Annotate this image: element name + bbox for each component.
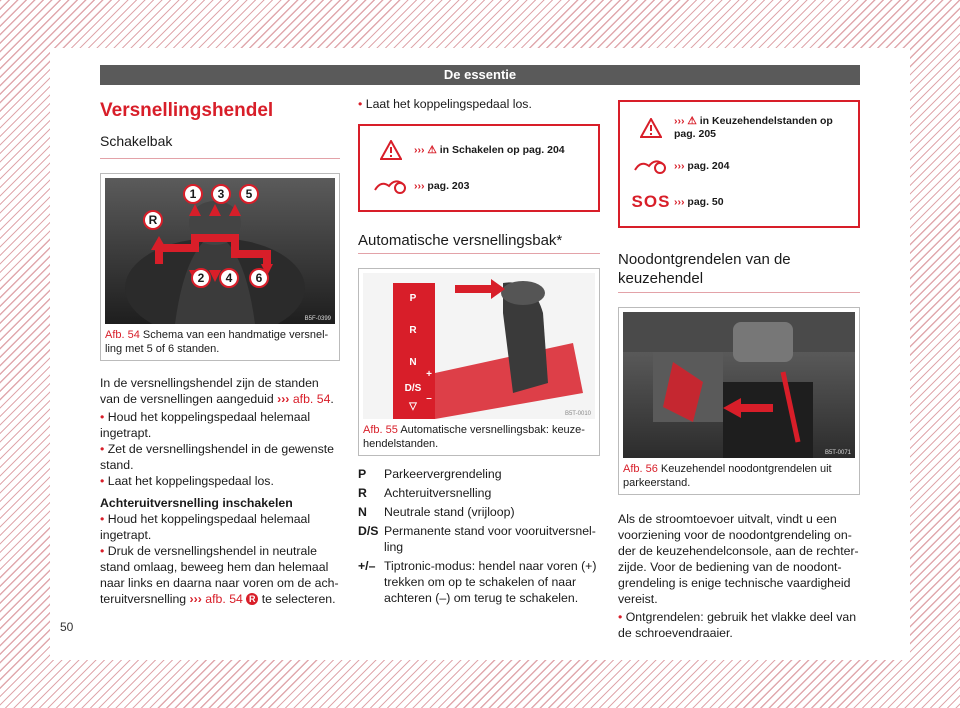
figure-56 bbox=[618, 307, 860, 495]
minus-label: – bbox=[426, 393, 432, 404]
figure-caption bbox=[363, 423, 595, 451]
reverse-link[interactable]: afb. 54 bbox=[205, 592, 243, 606]
selector-image bbox=[363, 273, 595, 419]
warning-row: ››› ⚠ in Keuzehendelstanden op pag. 205 bbox=[628, 108, 850, 148]
gear-label: 2 bbox=[197, 271, 205, 285]
gate-label: ▽ bbox=[409, 401, 417, 412]
caption-text: Automatische versnellingsbak: keuzehendelstanden. bbox=[363, 424, 585, 450]
gearshift-illustration bbox=[105, 178, 335, 324]
gearshift-image bbox=[105, 178, 335, 324]
list-item: • Zet de versnellingshendel in de gewenste stand. bbox=[100, 442, 335, 472]
intro-link[interactable]: afb. 54 bbox=[292, 392, 331, 406]
list-item: R Achteruitversnelling bbox=[358, 486, 492, 500]
emergency-release-illustration bbox=[623, 312, 855, 458]
list-item: +/– Tiptronic-modus: hendel naar voren (+) trekken om op te schakelen of naar achteren (–) om terug te schakelen. bbox=[358, 559, 597, 605]
warning-text: in Keuzehendelstanden op pag. 205 bbox=[674, 115, 833, 140]
gate-label: N bbox=[409, 357, 417, 368]
warning-triangle-icon bbox=[628, 118, 674, 138]
figure-code: B5T-0071 bbox=[824, 450, 851, 456]
warning-box bbox=[358, 124, 600, 212]
list-item: • Laat het koppelingspedaal los. bbox=[358, 97, 532, 111]
section-title: Versnellingshendel bbox=[100, 100, 274, 121]
gear-label: 6 bbox=[255, 271, 263, 285]
warning-box bbox=[618, 100, 860, 228]
gate-label: D/S bbox=[404, 383, 422, 394]
caption-ref: Afb. 55 bbox=[363, 424, 398, 436]
figure-caption bbox=[105, 328, 335, 356]
column-emergency bbox=[618, 92, 860, 641]
intro-text: In de versnellingshendel zijn de standen van de versnellingen aangeduid bbox=[100, 376, 319, 406]
bullet-list-1 bbox=[100, 409, 340, 489]
page-number: 50 bbox=[60, 620, 74, 634]
warning-triangle-icon bbox=[368, 140, 414, 160]
caption-text: Schema van een handmatige versnelling met 5 of 6 standen. bbox=[105, 329, 329, 355]
reverse-heading: Achteruitversnelling inschakelen bbox=[100, 496, 293, 510]
warning-row: ››› ⚠ in Schakelen op pag. 204 bbox=[368, 132, 590, 168]
intro-paragraph: In de versnellingshendel zijn de standen van de versnellingen aangeduid ››› afb. 54. bbox=[100, 376, 334, 406]
column-gearbox bbox=[100, 92, 340, 607]
figure-code: B5F-0399 bbox=[304, 316, 331, 322]
gate-label: P bbox=[409, 293, 417, 304]
list-item: • Druk de versnellingshendel in neutrale stand omlaag, beweeg hem dan helemaal naar links en daarna naar voren om de achteruitversnelling ››› afb. 54 R te selecteren. bbox=[100, 544, 339, 606]
environment-row: ››› pag. 203 bbox=[368, 168, 590, 204]
list-item: • Laat het koppelingspedaal los. bbox=[100, 474, 274, 488]
figure-55 bbox=[358, 268, 600, 456]
column-automatic bbox=[358, 92, 600, 609]
sos-text: pag. 50 bbox=[687, 195, 724, 208]
figure-caption bbox=[623, 462, 855, 490]
list-item: • Ontgrendelen: gebruik het vlakke deel van de schroevendraaier. bbox=[618, 610, 857, 640]
badge-r: R bbox=[246, 593, 258, 605]
environment-icon bbox=[628, 156, 674, 176]
list-item: D/S Permanente stand voor vooruitversnelling bbox=[358, 524, 596, 554]
figure-54 bbox=[100, 173, 340, 361]
gear-label: 5 bbox=[245, 187, 253, 201]
plus-label: + bbox=[426, 369, 432, 380]
section-subtitle: Schakelbak bbox=[100, 132, 340, 159]
definition-list bbox=[358, 466, 600, 606]
sos-row: SOS ››› pag. 50 bbox=[628, 184, 850, 220]
gate-label: R bbox=[409, 325, 417, 336]
section-title: Noodontgrendelen van de keuzehendel bbox=[618, 250, 860, 293]
gear-label: 4 bbox=[225, 271, 233, 285]
sos-icon: SOS bbox=[631, 192, 671, 211]
gear-label: 3 bbox=[217, 187, 225, 201]
page-header: De essentie bbox=[100, 65, 860, 85]
selector-illustration bbox=[363, 273, 595, 419]
link-arrows: ››› bbox=[277, 392, 290, 406]
emergency-paragraph: Als de stroomtoevoer uitvalt, vindt u een voorziening voor de noodontgrendeling onder de keuzehendelconsole, aan de rechterzijde. Voor de bediening van de noodontgrendeling is enige technische vaardigheid vereist. bbox=[618, 512, 859, 606]
emergency-release-image bbox=[623, 312, 855, 458]
list-item: N Neutrale stand (vrijloop) bbox=[358, 505, 515, 519]
gear-label: 1 bbox=[189, 187, 197, 201]
caption-ref: Afb. 56 bbox=[623, 463, 658, 475]
caption-ref: Afb. 54 bbox=[105, 329, 140, 341]
environment-row: ››› pag. 204 bbox=[628, 148, 850, 184]
figure-code: B5T-0010 bbox=[564, 411, 591, 417]
warning-text: in Schakelen op pag. 204 bbox=[439, 143, 565, 156]
gear-label: R bbox=[148, 213, 158, 227]
list-item: P Parkeervergrendeling bbox=[358, 467, 502, 481]
environment-text: pag. 204 bbox=[687, 159, 730, 172]
list-item: • Houd het koppelingspedaal helemaal ingetrapt. bbox=[100, 512, 311, 542]
list-item: • Houd het koppelingspedaal helemaal ingetrapt. bbox=[100, 410, 311, 440]
environment-icon bbox=[368, 176, 414, 196]
caption-text: Keuzehendel noodontgrendelen uit parkeerstand. bbox=[623, 463, 832, 489]
section-title: Automatische versnellingsbak* bbox=[358, 232, 600, 254]
environment-text: pag. 203 bbox=[427, 179, 470, 192]
